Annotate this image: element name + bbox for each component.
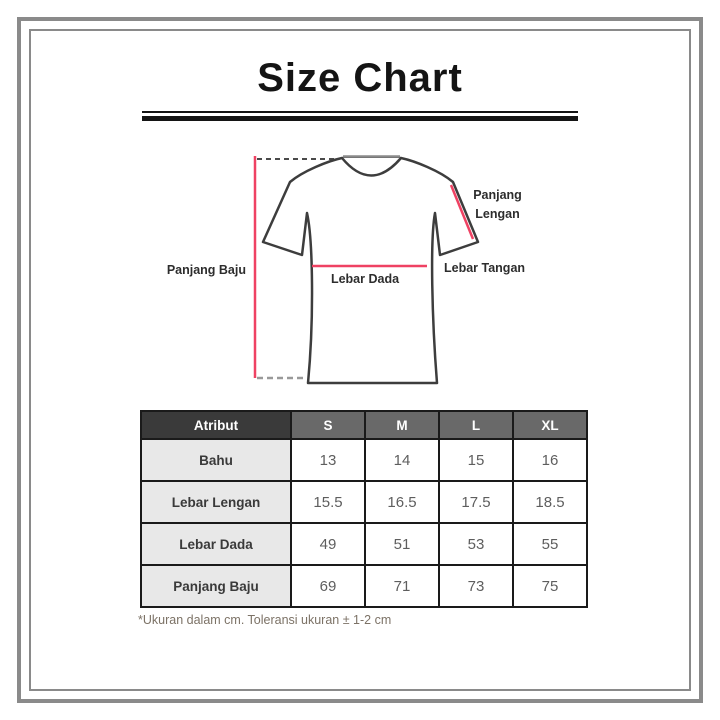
cell-value: 73 [439,565,513,607]
cell-value: 16.5 [365,481,439,523]
measurement-tolerance-note: *Ukuran dalam cm. Toleransi ukuran ± 1-2 cm [138,613,392,627]
cell-value: 17.5 [439,481,513,523]
cell-value: 53 [439,523,513,565]
table-header-row [141,411,587,439]
cell-value: 15.5 [291,481,365,523]
cell-value: 75 [513,565,587,607]
row-label-lebar-dada: Lebar Dada [141,523,291,565]
header-size-xl: XL [513,411,587,439]
cell-value: 18.5 [513,481,587,523]
label-lebar-tangan: Lebar Tangan [444,261,526,275]
page-title: Size Chart [257,56,463,100]
cell-value: 49 [291,523,365,565]
cell-value: 13 [291,439,365,481]
label-lebar-dada: Lebar Dada [330,272,400,286]
title-divider-thin-line [142,111,578,113]
table-row [141,565,587,607]
label-panjang-lengan: Panjang Lengan [473,188,522,221]
row-label-panjang-baju: Panjang Baju [141,565,291,607]
table-row [141,481,587,523]
title-divider-thick-line [142,116,578,121]
cell-value: 51 [365,523,439,565]
size-chart-table [140,410,588,608]
cell-value: 71 [365,565,439,607]
cell-value: 16 [513,439,587,481]
row-label-bahu: Bahu [141,439,291,481]
table-row [141,523,587,565]
header-size-s: S [291,411,365,439]
cell-value: 55 [513,523,587,565]
header-size-l: L [439,411,513,439]
header-size-m: M [365,411,439,439]
cell-value: 69 [291,565,365,607]
label-panjang-baju: Panjang Baju [166,263,246,277]
cell-value: 14 [365,439,439,481]
row-label-lebar-lengan: Lebar Lengan [141,481,291,523]
header-atribut: Atribut [141,411,291,439]
title-divider [142,111,578,121]
cell-value: 15 [439,439,513,481]
table-row [141,439,587,481]
